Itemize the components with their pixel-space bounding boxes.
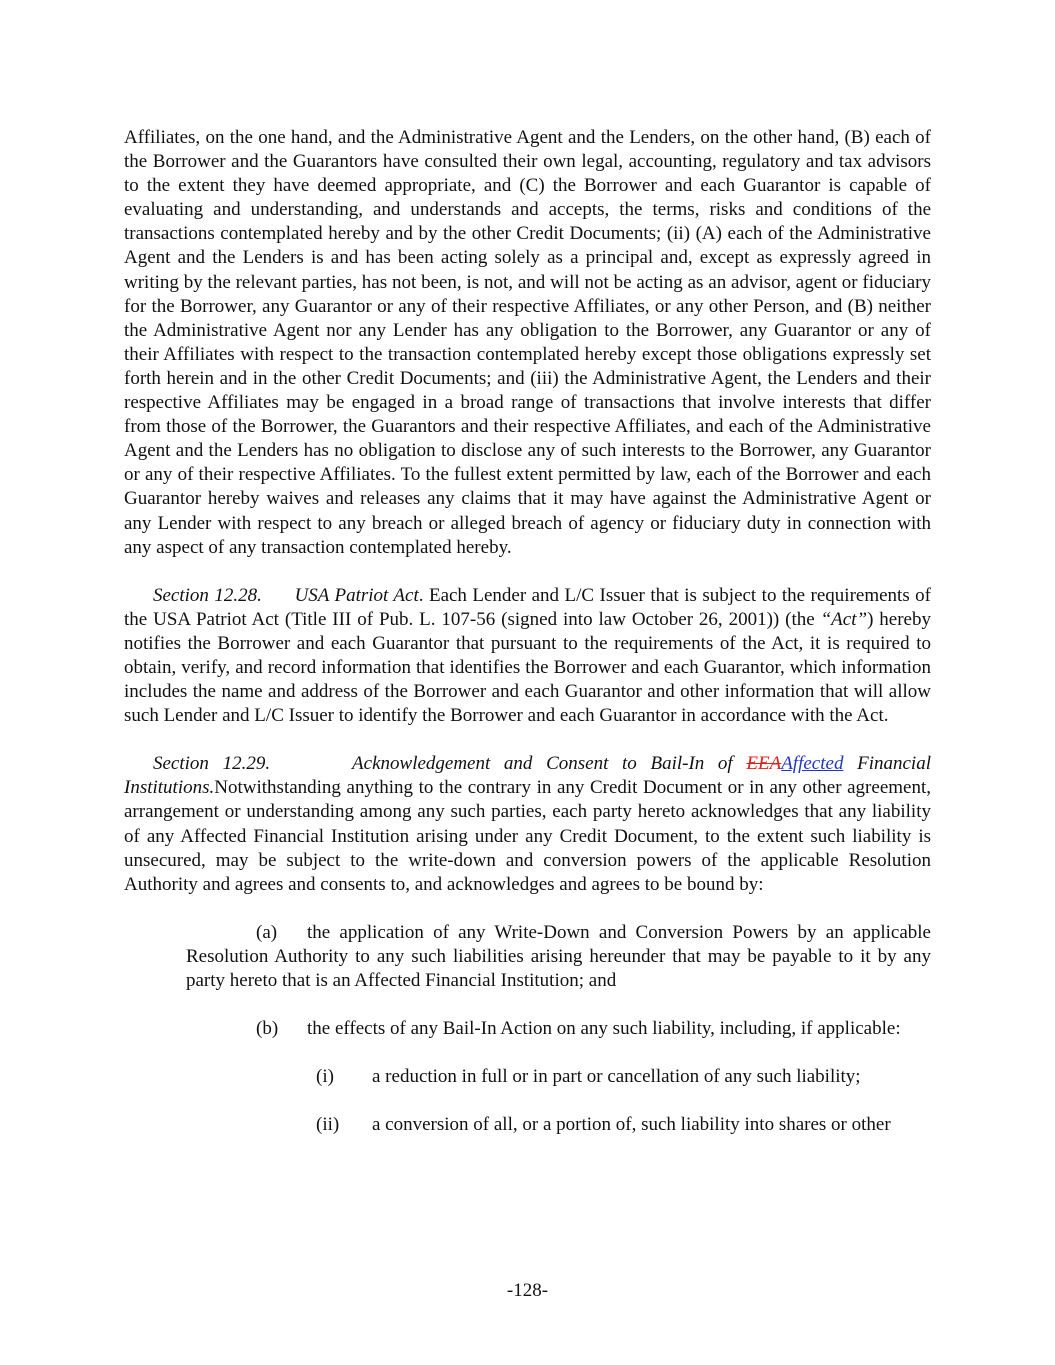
document-page <box>124 126 931 1137</box>
clause-i <box>124 1065 931 1089</box>
clause-b <box>186 1017 931 1041</box>
deleted-text: EEA <box>746 753 782 775</box>
clause-text: the effects of any Bail-In Action on any such liability, including, if applicable: <box>307 1018 901 1040</box>
section-title-suffix: Financial Institutions. <box>124 753 931 799</box>
page-number: -128- <box>506 1280 549 1301</box>
clause-label: (i) <box>316 1066 334 1088</box>
clause-label: (b) <box>256 1018 279 1040</box>
defined-term-act: “Act” <box>820 608 868 630</box>
section-text-continued: ) hereby notifies the Borrower and each Guarantor that pursuant to the requirements of the Act, it is required to obtain, verify, and record information that identifies the Borrower and each Guarantor, which information includes the name and address of the Borrower and each Guarantor and other information that will allow such Lender and L/C Issuer to identify the Borrower and each Guarantor in accordance with the Act. <box>124 608 931 727</box>
paragraph-opening: Affiliates, on the one hand, and the Administrative Agent and the Lenders, on the other hand, (B) each of the Borrower and the Guarantors have consulted their own legal, accounting, regulatory and tax advisors to the extent they have deemed appropriate, and (C) the Borrower and each Guarantor is capable of evaluating and understanding, and understands and accepts, the terms, risks and conditions of the transactions contemplated hereby and by the other Credit Documents; (ii) (A) each of the Administrative Agent and the Lenders is and has been acting solely as a principal and, except as expressly agreed in writing by the relevant parties, has not been, is not, and will not be acting as an advisor, agent or fiduciary for the Borrower, any Guarantor or any of their respective Affiliates, or any other Person, and (B) neither the Administrative Agent nor any Lender has any obligation to the Borrower, any Guarantor or any of their Affiliates with respect to the transaction contemplated hereby except those obligations expressly set forth herein and in the other Credit Documents; and (iii) the Administrative Agent, the Lenders and their respective Affiliates may be engaged in a broad range of transactions that involve interests that differ from those of the Borrower, the Guarantors and their respective Affiliates, and each of the Administrative Agent and the Lenders has no obligation to disclose any of such interests to the Borrower, any Guarantor or any of their respective Affiliates. To the fullest extent permitted by law, each of the Borrower and each Guarantor hereby waives and releases any claims that it may have against the Administrative Agent or any Lender with respect to any breach or alleged breach of agency or fiduciary duty in connection with any aspect of any transaction contemplated hereby. <box>124 127 931 558</box>
clause-text: the application of any Write-Down and Conversion Powers by an applicable Resolution Authority to any such liabilities arising hereunder that may be payable to it by any party hereto that is an Affected Financial Institution; and <box>186 921 931 991</box>
section-body: Notwithstanding anything to the contrary in any Credit Document or in any other agreement, arrangement or understanding among any such parties, each party hereto acknowledges that any liability of any Affected Financial Institution arising under any Credit Document, to the extent such liability is unsecured, may be subject to the write-down and conversion powers of the applicable Resolution Authority and agrees and consents to, and acknowledges and agrees to be bound by: <box>124 777 931 895</box>
clause-label: (ii) <box>316 1114 340 1136</box>
section-title: USA Patriot Act <box>294 584 419 606</box>
section-title: Acknowledgement and Consent to Bail-In of <box>352 753 747 775</box>
section-number: Section 12.28. <box>153 584 262 606</box>
section-text: . Each Lender and L/C Issuer that is subject to the requirements of the USA Patriot Act (Title III of Pub. L. 107-56 (signed into law October 26, 2001)) (the <box>124 584 932 630</box>
section-12-28 <box>124 584 931 729</box>
clause-a <box>186 921 931 993</box>
section-number: Section 12.29. <box>153 753 271 775</box>
section-12-29 <box>124 752 931 897</box>
clause-label: (a) <box>256 921 278 943</box>
inserted-text: Affected <box>781 753 844 775</box>
clause-text: a reduction in full or in part or cancellation of any such liability; <box>372 1066 861 1088</box>
clause-ii <box>124 1113 931 1137</box>
clause-text: a conversion of all, or a portion of, such liability into shares or other <box>372 1114 891 1136</box>
